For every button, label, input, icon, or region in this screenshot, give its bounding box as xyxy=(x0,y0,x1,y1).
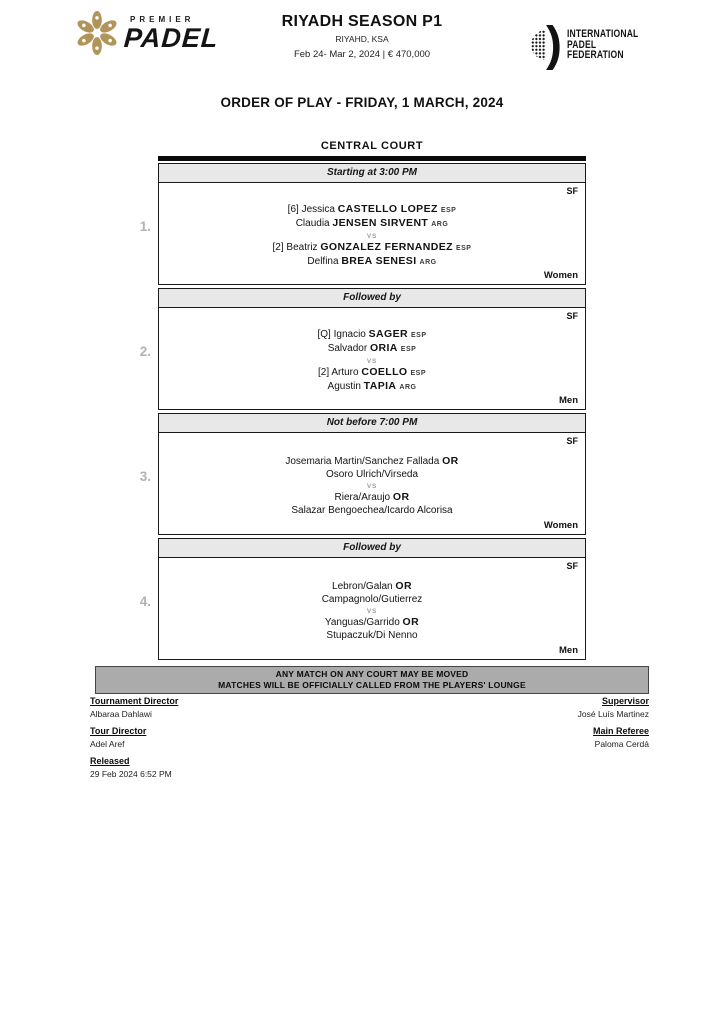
player-surname: CASTELLO LOPEZ xyxy=(337,202,438,215)
player-surname: TAPIA xyxy=(363,380,397,392)
footer-value: 29 Feb 2024 6:52 PM xyxy=(90,769,172,779)
player-name-prefix: Salvador xyxy=(327,343,370,354)
footer-right xyxy=(578,696,649,756)
match-round-label: SF xyxy=(566,436,578,446)
footer-label: Main Referee xyxy=(592,726,649,736)
tournament-dates-prize: Feb 24- Mar 2, 2024 | € 470,000 xyxy=(293,49,431,60)
player-name-prefix: Riera/Araujo xyxy=(334,491,393,503)
match-number: 2. xyxy=(139,344,151,360)
match-number: 4. xyxy=(139,594,151,610)
player-country-code: ESP xyxy=(410,331,427,339)
player-surname: OR xyxy=(392,490,410,503)
player-surname: GONZALEZ FERNANDEZ xyxy=(320,240,453,253)
match-time-header: Not before 7:00 PM xyxy=(158,413,586,433)
tournament-title: RIYADH SEASON P1 xyxy=(281,13,443,30)
vs-label: VS xyxy=(366,357,378,365)
match-box xyxy=(139,558,586,660)
player-line xyxy=(328,380,417,395)
player-line xyxy=(307,255,436,270)
match-section xyxy=(139,288,586,410)
court-sections xyxy=(139,163,586,660)
player-line xyxy=(326,468,418,482)
footer-label: Supervisor xyxy=(601,696,649,706)
player-line xyxy=(318,366,426,381)
player-surname: SAGER xyxy=(368,327,408,340)
ipf-logo xyxy=(531,18,659,71)
footer-label: Released xyxy=(90,756,130,766)
order-of-play-title: ORDER OF PLAY - FRIDAY, 1 MARCH, 2024 xyxy=(220,95,504,110)
match-number: 1. xyxy=(139,219,151,235)
match-category-label: Men xyxy=(559,645,578,656)
player-country-code: ESP xyxy=(440,206,457,214)
player-name-prefix: Agustin xyxy=(327,381,364,392)
player-surname: BREA SENESI xyxy=(341,255,417,267)
player-country-code: ESP xyxy=(400,346,417,353)
ipf-paren-icon: ) xyxy=(546,18,562,71)
footer-value: Albaraa Dahlawi xyxy=(90,709,152,719)
player-line xyxy=(285,455,458,469)
player-line xyxy=(291,504,452,518)
player-line xyxy=(273,241,472,256)
padel-word: PADEL xyxy=(122,22,220,53)
match-number: 3. xyxy=(139,469,151,485)
footer-label: Tournament Director xyxy=(90,696,179,706)
tournament-location: RIYAHD, KSA xyxy=(335,34,389,44)
player-surname: OR xyxy=(395,579,412,592)
match-category-label: Men xyxy=(559,395,578,406)
player-line xyxy=(296,217,449,232)
player-country-code: ARG xyxy=(419,259,437,266)
tournament-header xyxy=(162,13,562,71)
player-surname: COELLO xyxy=(361,365,408,378)
player-surname: OR xyxy=(442,454,459,467)
player-name-prefix: Campagnolo/Gutierrez xyxy=(321,594,423,605)
match-round-label: SF xyxy=(566,186,578,196)
ipf-dotted-halfball-icon xyxy=(531,30,546,60)
match-section xyxy=(139,413,586,535)
player-country-code: ESP xyxy=(455,244,472,252)
player-country-code: ARG xyxy=(399,384,417,391)
match-time-header: Followed by xyxy=(158,538,586,558)
player-name-prefix: Lebron/Galan xyxy=(332,580,396,592)
player-line xyxy=(332,580,412,594)
player-line xyxy=(318,328,427,343)
notice-line2: MATCHES WILL BE OFFICIALLY CALLED FROM THE PLAYERS' LOUNGE xyxy=(218,679,526,690)
vs-label: VS xyxy=(366,482,378,490)
player-line xyxy=(322,593,423,607)
match-section xyxy=(139,163,586,285)
player-surname: ORIA xyxy=(369,342,398,354)
vs-label: VS xyxy=(366,232,378,240)
player-line xyxy=(328,342,417,357)
premier-word: PREMIER xyxy=(130,14,195,24)
player-country-code: ESP xyxy=(410,369,427,377)
match-round-label: SF xyxy=(566,561,578,571)
player-surname: OR xyxy=(402,615,420,628)
ipf-ball-icon xyxy=(531,18,562,71)
player-line xyxy=(335,491,410,505)
court-header-bar xyxy=(158,156,586,161)
player-name-prefix: [6] Jessica xyxy=(287,203,338,215)
match-box xyxy=(139,308,586,410)
ipf-line1: INTERNATIONAL xyxy=(566,28,639,41)
footer-value: Adel Aref xyxy=(90,739,125,749)
player-name-prefix: Salazar Bengoechea/Icardo Alcorisa xyxy=(291,505,453,516)
ipf-line2: PADEL xyxy=(566,38,597,51)
premier-padel-flower-icon xyxy=(74,10,120,56)
match-time-header: Starting at 3:00 PM xyxy=(158,163,586,183)
match-category-label: Women xyxy=(543,520,578,531)
player-name-prefix: Osoro Ulrich/Virseda xyxy=(325,469,419,480)
notice-line1: ANY MATCH ON ANY COURT MAY BE MOVED xyxy=(275,669,469,679)
match-box xyxy=(139,433,586,535)
player-line xyxy=(325,616,419,630)
player-name-prefix: Delfina xyxy=(307,256,342,267)
court-name: CENTRAL COURT xyxy=(320,140,424,152)
player-name-prefix: [2] Arturo xyxy=(317,366,362,378)
footer-value: José Luís Martinez xyxy=(577,709,649,719)
player-name-prefix: Stupaczuk/Di Nenno xyxy=(326,630,418,641)
notice-box xyxy=(95,666,649,694)
player-line xyxy=(288,203,457,218)
match-section xyxy=(139,538,586,660)
footer-value: Paloma Cerdá xyxy=(594,739,649,749)
player-name-prefix: Josemaria Martin/Sanchez Fallada xyxy=(285,455,443,467)
vs-label: VS xyxy=(366,607,378,615)
player-surname: JENSEN SIRVENT xyxy=(332,217,429,229)
match-box xyxy=(139,183,586,285)
match-time-header: Followed by xyxy=(158,288,586,308)
player-name-prefix: Yanguas/Garrido xyxy=(324,616,403,628)
player-name-prefix: [2] Beatriz xyxy=(272,241,321,253)
ipf-wordmark xyxy=(567,29,638,61)
player-name-prefix: [Q] Ignacio xyxy=(317,328,369,340)
footer-label: Tour Director xyxy=(90,726,147,736)
ipf-line3: FEDERATION xyxy=(566,49,624,62)
footer-left xyxy=(90,696,178,786)
player-country-code: ARG xyxy=(431,221,449,228)
player-name-prefix: Claudia xyxy=(295,218,333,229)
player-line xyxy=(326,629,417,643)
match-category-label: Women xyxy=(543,270,578,281)
central-court-table xyxy=(139,140,586,660)
match-round-label: SF xyxy=(566,311,578,321)
